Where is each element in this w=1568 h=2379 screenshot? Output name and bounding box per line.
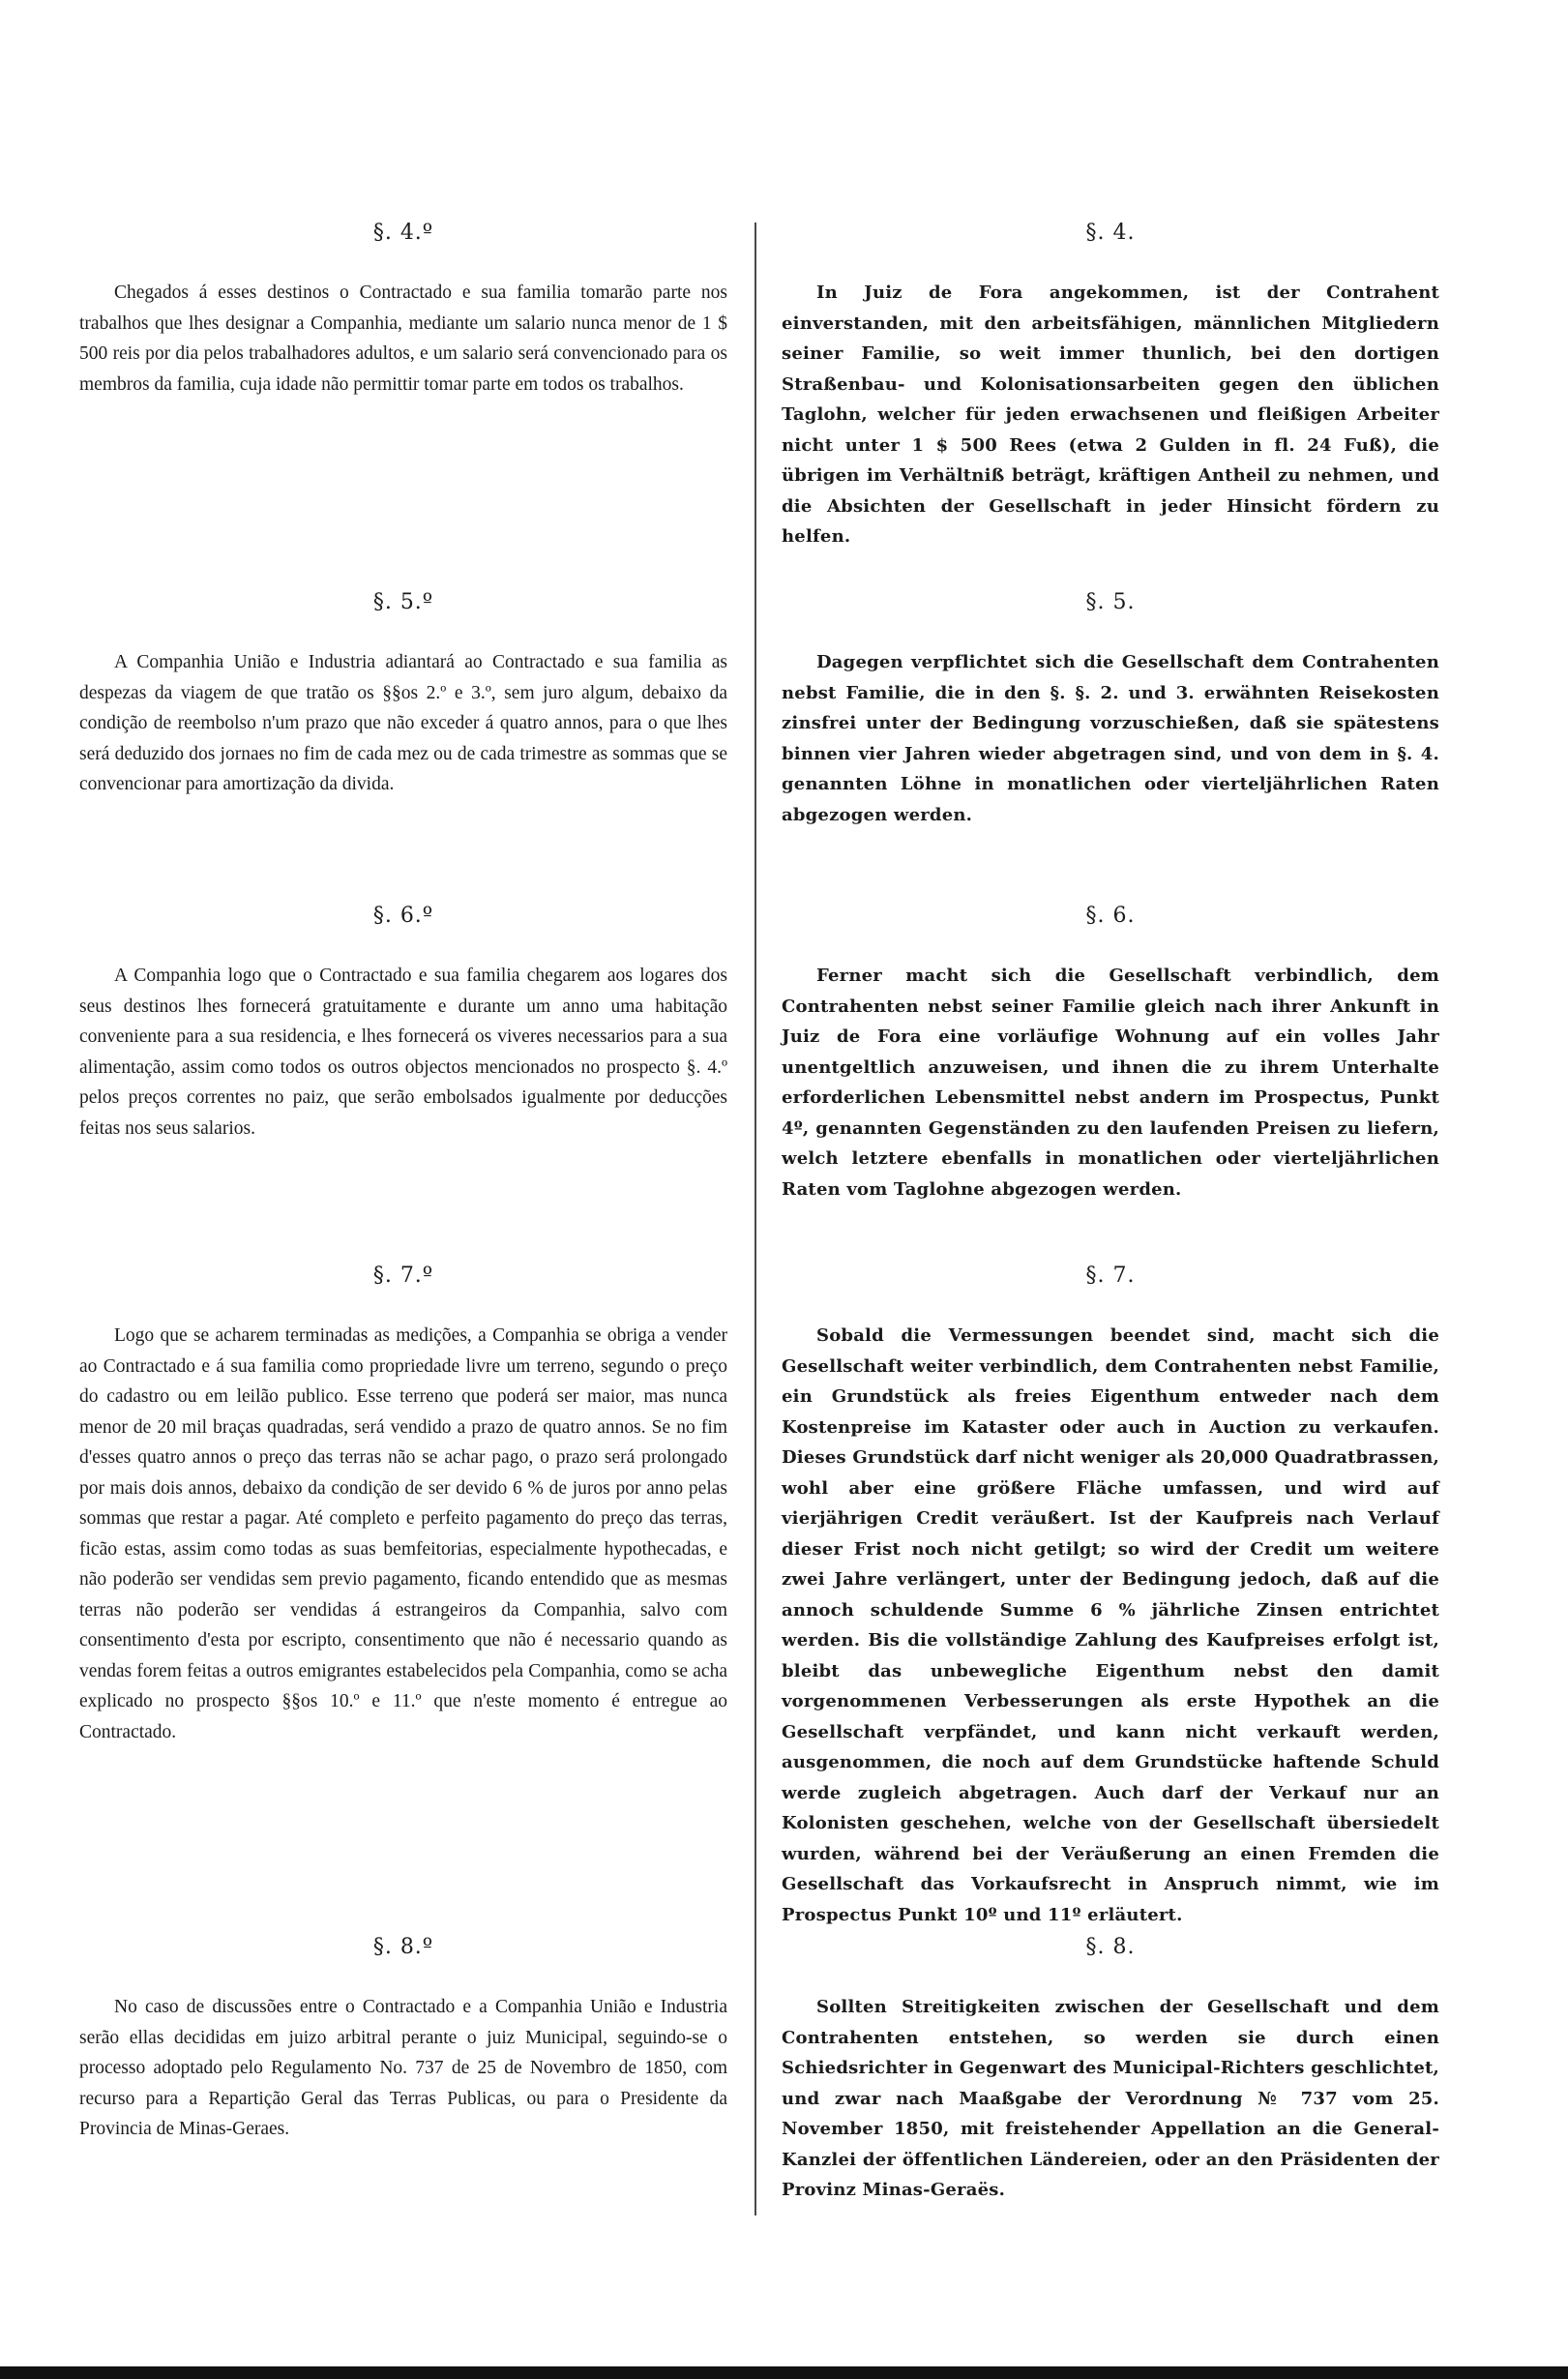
- pt-section-8: [79, 1935, 727, 2145]
- de-section-8: [782, 1935, 1439, 2206]
- section-heading: §. 5.º: [372, 590, 434, 614]
- pt-section-4: [79, 221, 727, 400]
- section-heading: §. 6.º: [372, 904, 434, 928]
- de-section-5: [782, 590, 1439, 830]
- de-section-6: [782, 904, 1439, 1204]
- pt-section-6: [79, 904, 727, 1144]
- section-heading: §. 6.: [1085, 904, 1136, 928]
- pt-section-7: [79, 1264, 727, 1747]
- section-heading: §. 5.: [1085, 590, 1136, 614]
- scan-bottom-edge: [0, 2366, 1568, 2379]
- section-heading: §. 8.º: [372, 1935, 434, 1959]
- section-text: In Juiz de Fora angekommen, ist der Contrahent einverstanden, mit den arbeitsfähigen, männlichen Mitgliedern seiner Familie, so weit immer thunlich, bei den dortigen Straßenbau- und Kolonisationsarbeiten gegen den üblichen Taglohn, welcher für jeden erwachsenen und fleißigen Arbeiter nicht unter 1 $ 500 Rees (etwa 2 Gulden in fl. 24 Fuß), die übrigen im Verhältniß beträgt, kräftigen Antheil zu nehmen, und die Absichten der Gesellschaft in jeder Hinsicht fördern zu helfen.: [782, 283, 1439, 547]
- section-heading: §. 7.: [1085, 1264, 1136, 1288]
- section-heading: §. 4.º: [372, 221, 434, 245]
- section-text: Dagegen verpflichtet sich die Gesellschaft dem Contrahenten nebst Familie, die in den §. §. 2. und 3. erwähnten Reisekosten zinsfrei unter der Bedingung vorzuschießen, daß sie spätestens binnen vier Jahren wieder abgetragen sind, und von dem in §. 4. genannten Löhne in monatlichen oder vierteljährlichen Raten abgezogen werden.: [782, 652, 1439, 825]
- section-text: Logo que se acharem terminadas as medições, a Companhia se obriga a vender ao Contractado e á sua familia como propriedade livre um terreno, segundo o preço do cadastro ou em leilão publico. Esse terreno que poderá ser maior, mas nunca menor de 20 mil braças quadradas, será vendido a prazo de quatro annos. Se no fim d'esses quatro annos o preço das terras não se achar pago, o prazo será prolongado por mais dois annos, debaixo da condição de ser devido 6 % de juros por anno pelas sommas que restar a pagar. Até completo e perfeito pagamento do preço das terras, ficão estas, assim como todas as suas bemfeitorias, especialmente hypothecadas, e não poderão ser vendidas sem previo pagamento, ficando entendido que as mesmas terras não poderão ser vendidas á estrangeiros da Companhia, salvo com consentimento d'esta por escripto, consentimento que não é necessario quando as vendas forem feitas a outros emigrantes estabelecidos pela Companhia, como se acha explicado no prospecto §§os 10.º e 11.º que n'este momento é entregue ao Contractado.: [79, 1325, 727, 1742]
- section-heading: §. 8.: [1085, 1935, 1136, 1959]
- section-heading: §. 4.: [1085, 221, 1136, 245]
- section-text: Ferner macht sich die Gesellschaft verbindlich, dem Contrahenten nebst seiner Familie gleich nach ihrer Ankunft in Juiz de Fora eine vorläufige Wohnung auf ein volles Jahr unentgeltlich anzuweisen, und ihnen die zu ihrem Unterhalte erforderlichen Lebensmittel nebst andern im Prospectus, Punkt 4º, genannten Gegenständen zu den laufenden Preisen zu liefern, welch letztere ebenfalls in monatlichen oder vierteljährlichen Raten vom Taglohne abgezogen werden.: [782, 966, 1439, 1200]
- section-text: Chegados á esses destinos o Contractado e sua familia tomarão parte nos trabalhos que lhes designar a Companhia, mediante um salario nunca menor de 1 $ 500 reis por dia pelos trabalhadores adultos, e um salario será convencionado para os membros da familia, cuja idade não permittir tomar parte em todos os trabalhos.: [79, 283, 727, 395]
- column-divider: [754, 223, 756, 2215]
- section-text: A Companhia União e Industria adiantará ao Contractado e sua familia as despezas da viagem de que tratão os §§os 2.º e 3.º, sem juro algum, debaixo da condição de reembolso n'um prazo que não exceder á quatro annos, para o que lhes será deduzido dos jornaes no fim de cada mez ou de cada trimestre as sommas que se convencionar para amortização da divida.: [79, 652, 727, 794]
- section-text: Sollten Streitigkeiten zwischen der Gesellschaft und dem Contrahenten entstehen, so werden sie durch einen Schiedsrichter in Gegenwart des Municipal-Richters geschlichtet, und zwar nach Maaßgabe der Verordnung № 737 vom 25. November 1850, mit freistehender Appellation an die General-Kanzlei der öffentlichen Ländereien, oder an den Präsidenten der Provinz Minas-Geraës.: [782, 1997, 1439, 2200]
- de-section-7: [782, 1264, 1439, 1930]
- de-section-4: [782, 221, 1439, 552]
- section-text: Sobald die Vermessungen beendet sind, macht sich die Gesellschaft weiter verbindlich, dem Contrahenten nebst Familie, ein Grundstück als freies Eigenthum entweder nach dem Kostenpreise im Kataster oder auch in Auction zu verkaufen. Dieses Grundstück darf nicht weniger als 20,000 Quadratbrassen, wohl aber eine größere Fläche umfassen, und wird auf vierjährigen Credit veräußert. Ist der Kaufpreis nach Verlauf dieser Frist noch nicht getilgt; so wird der Credit um weitere zwei Jahre verlängert, unter der Bedingung jedoch, daß auf die annoch schuldende Summe 6 % jährliche Zinsen entrichtet werden. Bis die vollständige Zahlung des Kaufpreises erfolgt ist, bleibt das unbewegliche Eigenthum nebst den damit vorgenommenen Verbesserungen als erste Hypothek an die Gesellschaft verpfändet, und kann nicht verkauft werden, ausgenommen, die noch auf dem Grundstücke haftende Schuld werde zugleich abgetragen. Auch darf der Verkauf nur an Kolonisten geschehen, welche von der Gesellschaft übersiedelt wurden, während bei der Veräußerung an einen Fremden die Gesellschaft das Vorkaufsrecht in Anspruch nimmt, wie im Prospectus Punkt 10º und 11º erläutert.: [782, 1325, 1439, 1925]
- pt-section-5: [79, 590, 727, 800]
- section-text: No caso de discussões entre o Contractado e a Companhia União e Industria serão ellas decididas em juizo arbitral perante o juiz Municipal, seguindo-se o processo adoptado pelo Regulamento No. 737 de 25 de Novembro de 1850, com recurso para a Repartição Geral das Terras Publicas, ou para o Presidente da Provincia de Minas-Geraes.: [79, 1997, 727, 2139]
- section-text: A Companhia logo que o Contractado e sua familia chegarem aos logares dos seus destinos lhes fornecerá gratuitamente e durante um anno uma habitação conveniente para a sua residencia, e lhes fornecerá os viveres necessarios para a sua alimentação, assim como todos os outros objectos mencionados no prospecto §. 4.º pelos preços correntes no paiz, que serão embolsados igualmente por deducções feitas nos seus salarios.: [79, 966, 727, 1139]
- section-heading: §. 7.º: [372, 1264, 434, 1288]
